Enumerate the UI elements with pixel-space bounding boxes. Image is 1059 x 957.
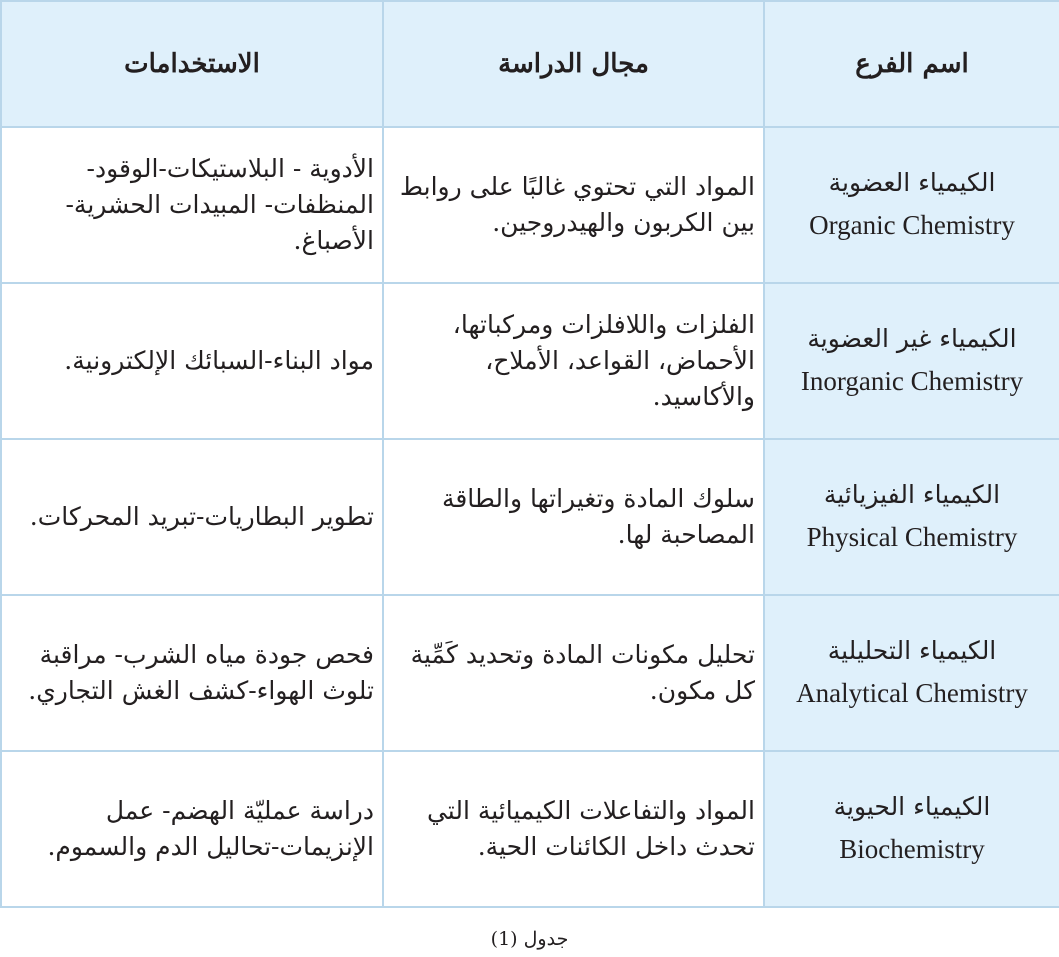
table-caption: جدول (1) xyxy=(490,928,569,950)
branch-name-english: Biochemistry xyxy=(839,833,985,864)
branch-name-arabic: الكيمياء الحيوية xyxy=(833,792,991,822)
table-row xyxy=(1,595,1059,751)
uses-cell: تطوير البطاريات-تبريد المحركات. xyxy=(1,439,383,595)
field-cell: الفلزات واللافلزات ومركباتها، الأحماض، القواعد، الأملاح، والأكاسيد. xyxy=(383,283,764,439)
branch-name-english: Physical Chemistry xyxy=(806,521,1018,552)
uses-cell: فحص جودة مياه الشرب- مراقبة تلوث الهواء-كشف الغش التجاري. xyxy=(1,595,383,751)
branch-name-arabic: الكيمياء العضوية xyxy=(828,168,996,198)
branch-cell xyxy=(764,595,1059,751)
table-row xyxy=(1,439,1059,595)
uses-cell: الأدوية - البلاستيكات-الوقود- المنظفات- المبيدات الحشرية- الأصباغ. xyxy=(1,127,383,283)
table-row xyxy=(1,127,1059,283)
branch-cell xyxy=(764,283,1059,439)
uses-cell: مواد البناء-السبائك الإلكترونية. xyxy=(1,283,383,439)
field-cell: سلوك المادة وتغيراتها والطاقة المصاحبة لها. xyxy=(383,439,764,595)
table-header-row xyxy=(1,1,1059,127)
field-cell: تحليل مكونات المادة وتحديد كَمِّية كل مكون. xyxy=(383,595,764,751)
branch-name-english: Organic Chemistry xyxy=(809,209,1015,240)
branch-cell xyxy=(764,439,1059,595)
field-cell: المواد التي تحتوي غالبًا على روابط بين الكربون والهيدروجين. xyxy=(383,127,764,283)
branch-name-arabic: الكيمياء غير العضوية xyxy=(807,324,1017,354)
field-cell: المواد والتفاعلات الكيميائية التي تحدث داخل الكائنات الحية. xyxy=(383,751,764,907)
branch-cell xyxy=(764,127,1059,283)
branch-cell xyxy=(764,751,1059,907)
table-row xyxy=(1,283,1059,439)
header-branch-name: اسم الفرع xyxy=(764,1,1059,127)
header-field-of-study: مجال الدراسة xyxy=(383,1,764,127)
branch-name-arabic: الكيمياء الفيزيائية xyxy=(823,480,1001,510)
branch-name-english: Analytical Chemistry xyxy=(796,677,1028,708)
branch-name-arabic: الكيمياء التحليلية xyxy=(827,636,997,666)
header-uses: الاستخدامات xyxy=(1,1,383,127)
branch-name-english: Inorganic Chemistry xyxy=(800,365,1024,396)
uses-cell: دراسة عمليّة الهضم- عمل الإنزيمات-تحاليل الدم والسموم. xyxy=(1,751,383,907)
table-row xyxy=(1,751,1059,907)
